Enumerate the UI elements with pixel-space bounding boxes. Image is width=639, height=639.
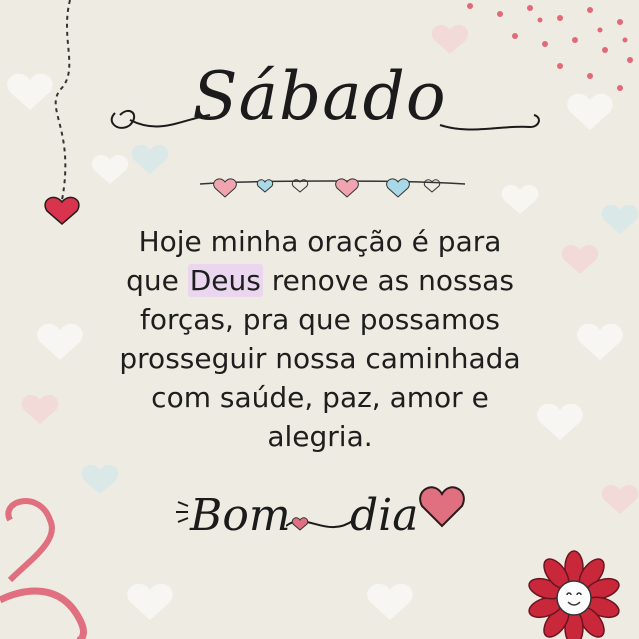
bokeh-heart-icon bbox=[577, 324, 622, 360]
bokeh-heart-icon bbox=[37, 324, 82, 360]
bokeh-heart-icon bbox=[367, 584, 412, 620]
bokeh-heart-icon bbox=[82, 465, 118, 494]
small-heart-icon bbox=[292, 518, 307, 530]
heart-garland bbox=[200, 170, 470, 200]
message-line: forças, pra que possamos bbox=[139, 303, 501, 336]
garland-heart-icon bbox=[214, 179, 237, 197]
bokeh-heart-icon bbox=[127, 584, 172, 620]
hanging-heart-icon bbox=[45, 197, 79, 224]
bokeh-heart-icon bbox=[432, 25, 468, 54]
flower-icon bbox=[524, 548, 624, 639]
message-line: prosseguir nossa caminhada bbox=[119, 342, 521, 375]
prayer-message bbox=[90, 222, 550, 456]
bokeh-heart-icon bbox=[602, 205, 638, 234]
message-line: Hoje minha oração é para bbox=[138, 225, 502, 258]
bokeh-heart-icon bbox=[22, 395, 58, 424]
sparkle-lines-icon bbox=[176, 498, 190, 528]
garland-heart-icon bbox=[257, 180, 272, 192]
bokeh-heart-icon bbox=[602, 485, 638, 514]
garland-heart-icon bbox=[387, 179, 410, 197]
greeting-part-2: dia bbox=[350, 490, 419, 541]
greeting-part-1: Bom bbox=[190, 490, 291, 541]
message-line: com saúde, paz, amor e bbox=[151, 381, 489, 414]
greeting bbox=[190, 480, 450, 550]
message-line: que Deus renove as nossas bbox=[126, 264, 514, 297]
bokeh-heart-icon bbox=[92, 155, 128, 184]
bokeh-heart-icon bbox=[502, 185, 538, 214]
outline-heart-icon bbox=[8, 501, 52, 580]
highlight-word: Deus bbox=[189, 264, 261, 297]
outline-heart-icon bbox=[0, 591, 83, 639]
greeting-connector bbox=[286, 510, 356, 540]
page-title: Sábado bbox=[192, 58, 447, 135]
greeting-heart-icon bbox=[418, 480, 466, 530]
garland-heart-icon bbox=[336, 179, 359, 197]
bokeh-heart-icon bbox=[562, 245, 598, 274]
message-line: alegria. bbox=[267, 420, 373, 453]
